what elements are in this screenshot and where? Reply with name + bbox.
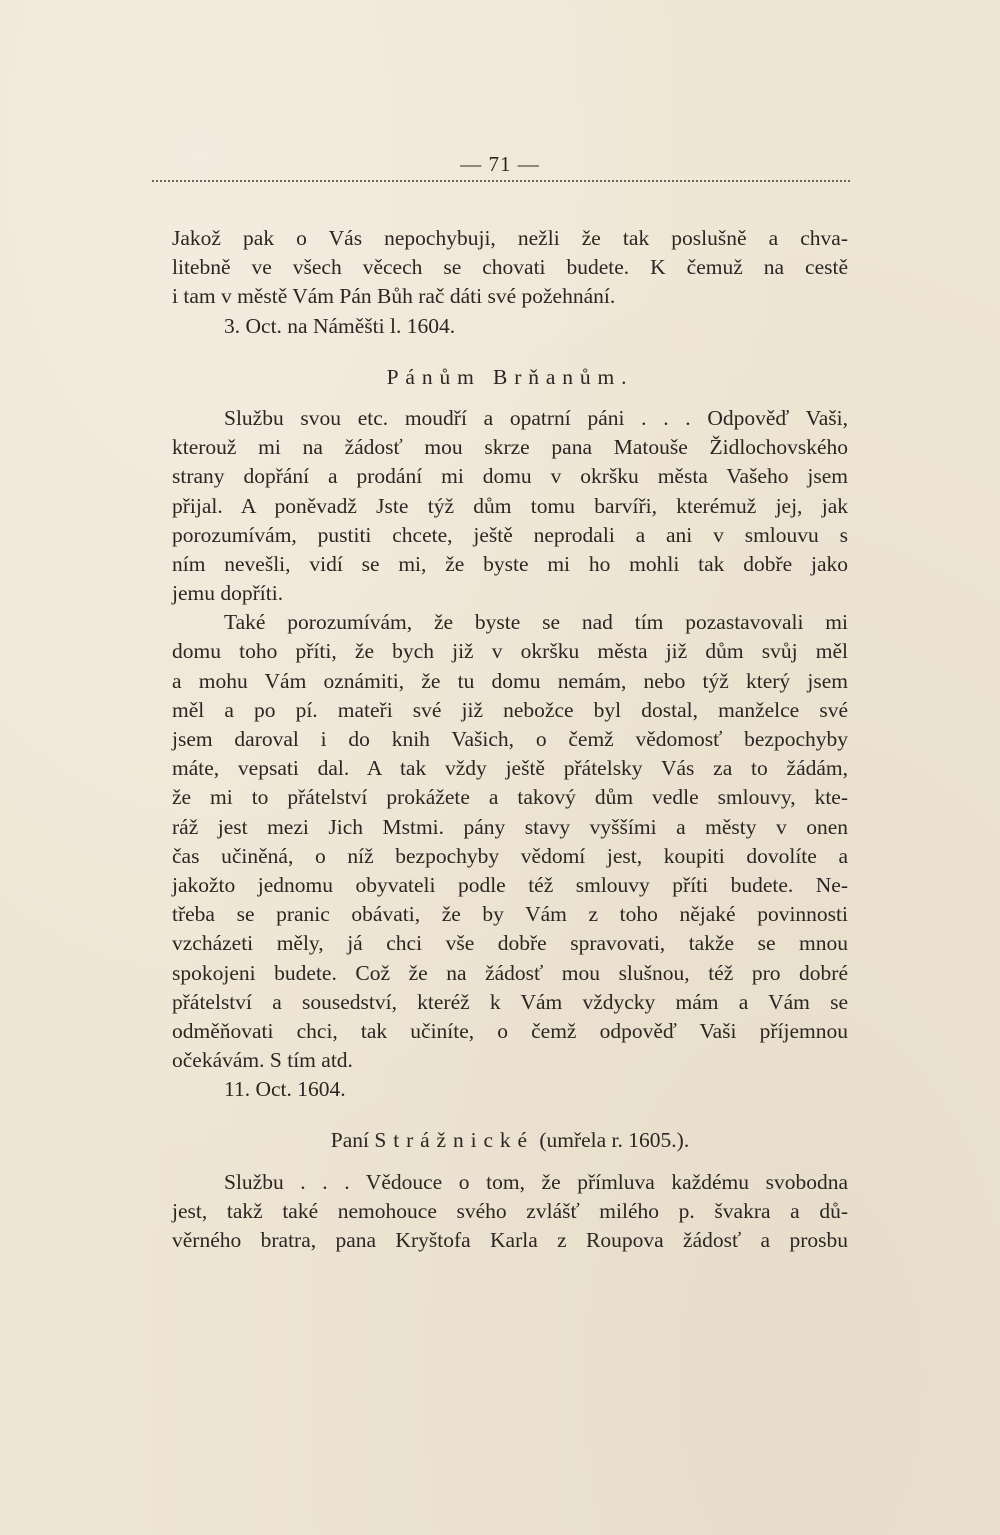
text-line: domu toho příti, že bych již v okršku města již dům svůj měl: [172, 639, 848, 664]
heading-name: Strážnické: [374, 1128, 534, 1153]
letter-date: 3. Oct. na Náměšti l. 1604.: [224, 313, 456, 338]
text-line: Jakož pak o Vás nepochybuji, nežli že tak poslušně a chva-: [172, 226, 848, 250]
text-line: čas učiněná, o níž bezpochyby vědomí jest, koupiti dovolíte a: [172, 843, 848, 868]
heading-prefix: Paní: [330, 1128, 370, 1153]
heading-suffix: (umřela r. 1605.).: [539, 1128, 690, 1153]
letter-heading: Pánům Brňanům.: [386, 364, 634, 389]
letter-heading: [172, 1126, 848, 1155]
text-line: jakožto jednomu obyvateli podle též smlouvy příti budete. Ne-: [172, 872, 848, 897]
text-line: jest, takž také nemohouce svého zvlášť milého p. švakra a dů-: [172, 1198, 848, 1223]
text-line: spokojeni budete. Což že na žádosť mou slušnou, též pro dobré: [172, 960, 848, 985]
text-line: věrného bratra, pana Kryštofa Karla z Roupova žádosť a prosbu: [172, 1228, 848, 1252]
text-line: že mi to přátelství prokážete a takový dům vedle smlouvy, kte-: [172, 785, 848, 810]
text-line: Službu . . . Vědouce o tom, že přímluva každému svobodna: [224, 1169, 848, 1194]
letter-brnanum: [172, 363, 848, 1105]
text-line: měl a po pí. mateři své již nebožce byl dostal, manželce své: [172, 697, 848, 722]
text-line: třeba se pranic obávati, že by Vám z toho nějaké povinnosti: [172, 902, 848, 927]
text-line: a mohu Vám oznámiti, že tu domu nemám, nebo týž který jsem: [172, 668, 848, 693]
page-number: — 71 —: [460, 152, 540, 176]
text-line: přátelství a sousedství, kteréž k Vám vždycky mám a Vám se: [172, 989, 848, 1014]
text-line: odměňovati chci, tak učiníte, o čemž odpověď Vaši příjemnou: [172, 1018, 848, 1043]
text-line: jemu dopříti.: [172, 581, 284, 606]
text-line: porozumívám, pustiti chcete, ještě neprodali a ani v smlouvu s: [172, 522, 848, 547]
letter-continuation: [172, 224, 848, 341]
text-line: Také porozumívám, že byste se nad tím pozastavovali mi: [224, 610, 848, 635]
text-line: přijal. A poněvadž Jste týž dům tomu barvíři, kterémuž jej, jak: [172, 493, 848, 518]
text-line: ním nevešli, vidí se mi, že byste mi ho mohli tak dobře jako: [172, 551, 848, 576]
text-line: očekávám. S tím atd.: [172, 1048, 353, 1073]
page-content: [172, 224, 848, 1255]
text-line: jsem daroval i do knih Vašich, o čemž vědomosť bezpochyby: [172, 727, 848, 751]
letter-straznicke: [172, 1126, 848, 1255]
text-line: máte, vepsati dal. A tak vždy ještě přátelsky Vás za to žádám,: [172, 756, 848, 781]
text-line: litebně ve všech věcech se chovati budete. K čemuž na cestě: [172, 255, 848, 280]
text-line: kterouž mi na žádosť mou skrze pana Matouše Židlochovského: [172, 435, 848, 460]
header-rule: [152, 180, 850, 182]
text-line: i tam v městě Vám Pán Bůh rač dáti své požehnání.: [172, 284, 616, 309]
text-line: vzcházeti měly, já chci vše dobře spravovati, takže se mnou: [172, 931, 848, 956]
text-line: ráž jest mezi Jich Mstmi. pány stavy vyššími a městy v onen: [172, 814, 848, 839]
text-line: Službu svou etc. moudří a opatrní páni . . . Odpověď Vaši,: [224, 405, 848, 430]
text-line: strany dopřání a prodání mi domu v okršku města Vašeho jsem: [172, 464, 848, 489]
letter-date: 11. Oct. 1604.: [224, 1077, 346, 1102]
